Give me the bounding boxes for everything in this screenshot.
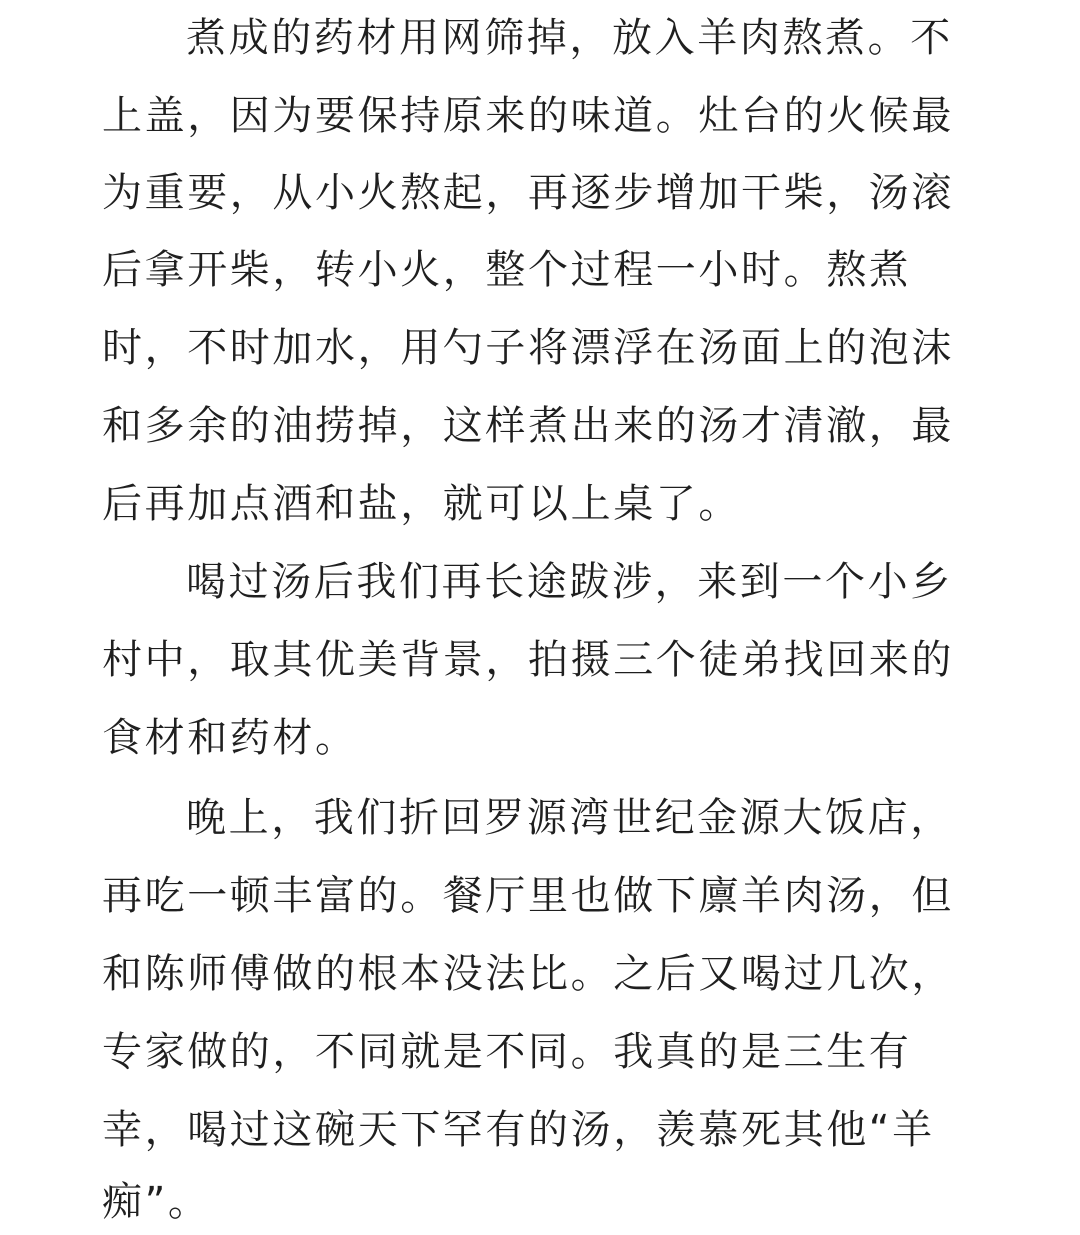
paragraph-1-line-1: 煮成的药材用网筛掉，放入羊肉熬煮。不 [186, 15, 953, 61]
paragraph-3-line-2: 再吃一顿丰富的。餐厅里也做下廪羊肉汤，但 [102, 873, 954, 919]
paragraph-1-line-3: 为重要，从小火熬起，再逐步增加干柴，汤滚 [102, 170, 954, 216]
paragraph-3-line-6: 痴”。 [102, 1179, 211, 1225]
paragraph-2-line-3: 食材和药材。 [102, 715, 358, 761]
paragraph-1-line-2: 上盖，因为要保持原来的味道。灶台的火候最 [102, 93, 954, 139]
paragraph-1-line-7: 后再加点酒和盐，就可以上桌了。 [102, 481, 741, 527]
paragraph-2-line-1: 喝过汤后我们再长途跋涉，来到一个小乡 [186, 559, 953, 605]
paragraph-3-line-5: 幸，喝过这碗天下罕有的汤，羡慕死其他“羊 [102, 1107, 935, 1153]
paragraph-3-line-1: 晚上，我们折回罗源湾世纪金源大饭店， [186, 795, 953, 841]
paragraph-3-line-3: 和陈师傅做的根本没法比。之后又喝过几次， [102, 951, 954, 997]
paragraph-2-line-2: 村中，取其优美背景，拍摄三个徒弟找回来的 [102, 637, 954, 683]
paragraph-1-line-4: 后拿开柴，转小火，整个过程一小时。熬煮 [102, 247, 912, 293]
paragraph-1-line-6: 和多余的油捞掉，这样煮出来的汤才清澈，最 [102, 403, 954, 449]
paragraph-1-line-5: 时，不时加水，用勺子将漂浮在汤面上的泡沫 [102, 325, 954, 371]
paragraph-3-line-4: 专家做的，不同就是不同。我真的是三生有 [102, 1029, 912, 1075]
